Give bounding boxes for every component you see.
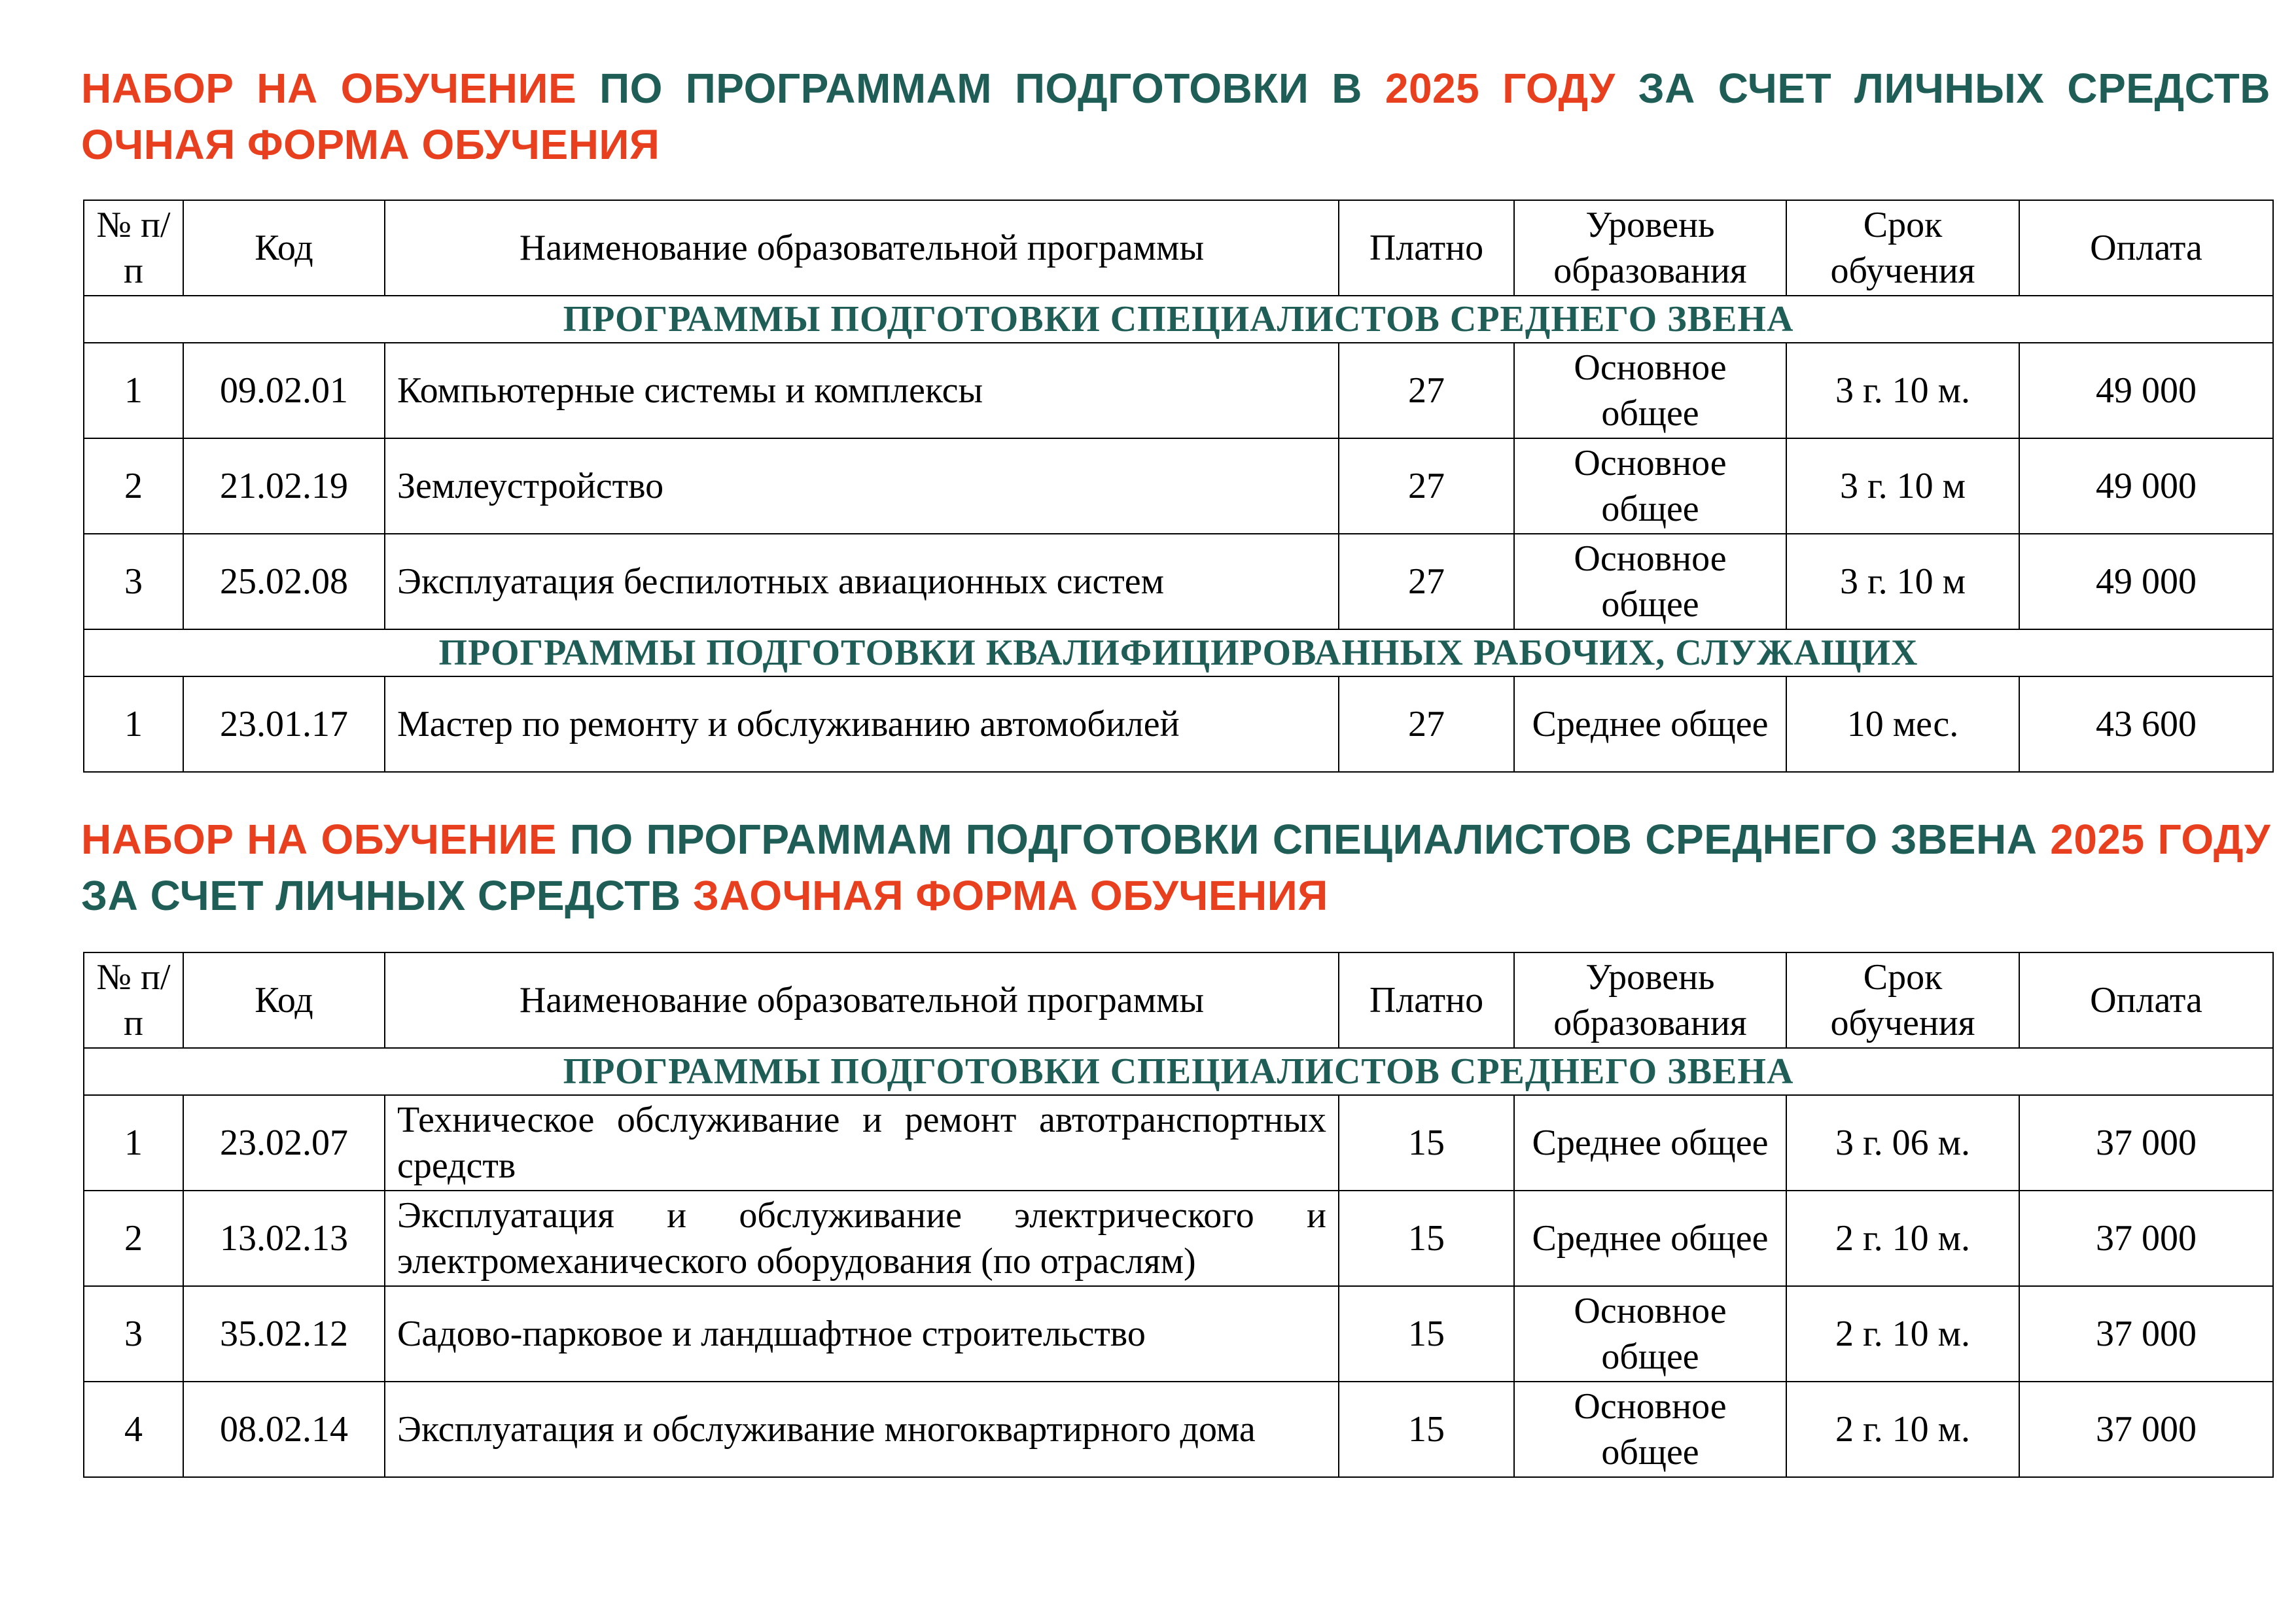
cell-num: 2 [84, 438, 183, 534]
cell-level: Среднее общее [1514, 1191, 1786, 1286]
col-fee-header: Оплата [2019, 200, 2273, 296]
cell-level: Основное общее [1514, 1286, 1786, 1382]
col-level-header: Уровень образования [1514, 200, 1786, 296]
heading-full-time [81, 60, 2270, 173]
col-name-header: Наименование образовательной программы [385, 952, 1339, 1048]
col-paid-header: Платно [1339, 200, 1514, 296]
col-num-header: № п/п [84, 200, 183, 296]
cell-name: Эксплуатация и обслуживание многоквартирного дома [385, 1382, 1339, 1477]
section-row [84, 1048, 2273, 1095]
cell-paid: 15 [1339, 1286, 1514, 1382]
section-title: ПРОГРАММЫ ПОДГОТОВКИ СПЕЦИАЛИСТОВ СРЕДНЕГО ЗВЕНА [84, 296, 2273, 343]
col-fee-header: Оплата [2019, 952, 2273, 1048]
table-row [84, 676, 2273, 772]
cell-level: Основное общее [1514, 1382, 1786, 1477]
heading-part: ПО ПРОГРАММАМ ПОДГОТОВКИ В [599, 65, 1385, 112]
heading-part: НАБОР НА ОБУЧЕНИЕ [81, 816, 570, 863]
section-row [84, 296, 2273, 343]
col-num-header: № п/п [84, 952, 183, 1048]
cell-num: 4 [84, 1382, 183, 1477]
heading-part: 2025 ГОДУ [2050, 816, 2270, 863]
table-row [84, 1095, 2273, 1191]
cell-code: 13.02.13 [183, 1191, 385, 1286]
cell-fee: 37 000 [2019, 1382, 2273, 1477]
cell-name: Компьютерные системы и комплексы [385, 343, 1339, 438]
cell-paid: 15 [1339, 1191, 1514, 1286]
cell-term: 2 г. 10 м. [1786, 1191, 2019, 1286]
section-row [84, 629, 2273, 676]
heading-part: ОЧНАЯ ФОРМА ОБУЧЕНИЯ [81, 121, 660, 168]
heading-part: ЗА СЧЕТ ЛИЧНЫХ СРЕДСТВ [1638, 65, 2271, 112]
cell-name: Техническое обслуживание и ремонт автотранспортных средств [385, 1095, 1339, 1191]
cell-name: Землеустройство [385, 438, 1339, 534]
table-row [84, 1191, 2273, 1286]
cell-num: 1 [84, 676, 183, 772]
section-title: ПРОГРАММЫ ПОДГОТОВКИ СПЕЦИАЛИСТОВ СРЕДНЕГО ЗВЕНА [84, 1048, 2273, 1095]
cell-num: 3 [84, 1286, 183, 1382]
table-row [84, 1286, 2273, 1382]
cell-code: 21.02.19 [183, 438, 385, 534]
cell-fee: 49 000 [2019, 343, 2273, 438]
heading-part: ЗА СЧЕТ ЛИЧНЫХ СРЕДСТВ [81, 872, 693, 919]
cell-term: 3 г. 10 м [1786, 534, 2019, 629]
col-name-header: Наименование образовательной программы [385, 200, 1339, 296]
heading-part: НАБОР НА ОБУЧЕНИЕ [81, 65, 600, 112]
cell-code: 23.01.17 [183, 676, 385, 772]
cell-code: 08.02.14 [183, 1382, 385, 1477]
cell-num: 2 [84, 1191, 183, 1286]
cell-name: Эксплуатация беспилотных авиационных систем [385, 534, 1339, 629]
cell-code: 23.02.07 [183, 1095, 385, 1191]
cell-level: Среднее общее [1514, 1095, 1786, 1191]
cell-paid: 27 [1339, 534, 1514, 629]
cell-fee: 37 000 [2019, 1286, 2273, 1382]
cell-term: 3 г. 10 м. [1786, 343, 2019, 438]
col-level-header: Уровень образования [1514, 952, 1786, 1048]
table-row [84, 343, 2273, 438]
cell-paid: 27 [1339, 676, 1514, 772]
cell-code: 09.02.01 [183, 343, 385, 438]
cell-fee: 49 000 [2019, 438, 2273, 534]
cell-name: Эксплуатация и обслуживание электрического и электромеханического оборудования (по отраслям) [385, 1191, 1339, 1286]
col-code-header: Код [183, 200, 385, 296]
cell-term: 2 г. 10 м. [1786, 1286, 2019, 1382]
cell-term: 10 мес. [1786, 676, 2019, 772]
heading-part: 2025 ГОДУ [1385, 65, 1638, 112]
col-code-header: Код [183, 952, 385, 1048]
cell-fee: 43 600 [2019, 676, 2273, 772]
cell-num: 1 [84, 343, 183, 438]
table-header-row [84, 200, 2273, 296]
table-row [84, 438, 2273, 534]
cell-level: Среднее общее [1514, 676, 1786, 772]
cell-level: Основное общее [1514, 343, 1786, 438]
full-time-programs-table [83, 200, 2274, 773]
cell-name: Садово-парковое и ландшафтное строительство [385, 1286, 1339, 1382]
table-header-row [84, 952, 2273, 1048]
cell-level: Основное общее [1514, 534, 1786, 629]
col-term-header: Срок обучения [1786, 952, 2019, 1048]
cell-paid: 15 [1339, 1095, 1514, 1191]
cell-code: 35.02.12 [183, 1286, 385, 1382]
cell-paid: 27 [1339, 343, 1514, 438]
cell-paid: 27 [1339, 438, 1514, 534]
cell-term: 3 г. 06 м. [1786, 1095, 2019, 1191]
heading-part-time [81, 811, 2270, 924]
col-paid-header: Платно [1339, 952, 1514, 1048]
cell-code: 25.02.08 [183, 534, 385, 629]
cell-num: 1 [84, 1095, 183, 1191]
cell-fee: 37 000 [2019, 1191, 2273, 1286]
table-row [84, 534, 2273, 629]
cell-name: Мастер по ремонту и обслуживанию автомобилей [385, 676, 1339, 772]
cell-term: 3 г. 10 м [1786, 438, 2019, 534]
section-title: ПРОГРАММЫ ПОДГОТОВКИ КВАЛИФИЦИРОВАННЫХ РАБОЧИХ, СЛУЖАЩИХ [84, 629, 2273, 676]
cell-fee: 37 000 [2019, 1095, 2273, 1191]
cell-paid: 15 [1339, 1382, 1514, 1477]
part-time-programs-table [83, 952, 2274, 1478]
cell-fee: 49 000 [2019, 534, 2273, 629]
heading-part: ЗАОЧНАЯ ФОРМА ОБУЧЕНИЯ [692, 872, 1328, 919]
heading-part: ПО ПРОГРАММАМ ПОДГОТОВКИ СПЕЦИАЛИСТОВ СРЕДНЕГО ЗВЕНА [569, 816, 2051, 863]
table-row [84, 1382, 2273, 1477]
cell-level: Основное общее [1514, 438, 1786, 534]
cell-num: 3 [84, 534, 183, 629]
col-term-header: Срок обучения [1786, 200, 2019, 296]
cell-term: 2 г. 10 м. [1786, 1382, 2019, 1477]
